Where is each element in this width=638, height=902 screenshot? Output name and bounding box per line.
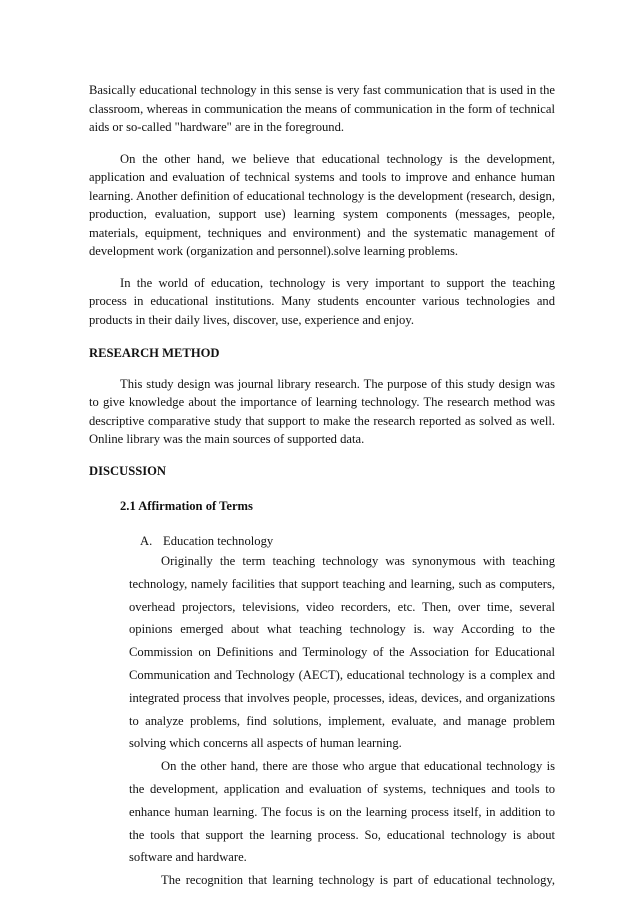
paragraph-originally: Originally the term teaching technology was synonymous with teaching technology, namely facilities that support teaching and learning, such as computers, overhead projectors, televisions, video recorders, etc. Then, over time, several opinions emerged about what teaching technology is. way According to the Commission on Definitions and Terminology of the Association for Educational Communication and Technology (AECT), educational technology is a complex and integrated process that involves people, processes, ideas, devices, and organizations to analyze problems, find solutions, implement, evaluate, and manage problem solving which concerns all aspects of human learning. [129, 554, 555, 751]
list-marker: A. [140, 533, 153, 548]
section-body-education-technology [129, 550, 555, 892]
heading-research-method: RESEARCH METHOD [89, 346, 220, 360]
list-item-label: Education technology [163, 533, 274, 548]
subheading-affirmation-of-terms: 2.1 Affirmation of Terms [120, 499, 253, 513]
list-item-education-technology [140, 532, 555, 551]
paragraph-research-method: This study design was journal library research. The purpose of this study design was to give knowledge about the importance of learning technology. The research method was descriptive comparative study that support to make the research reported as solved as well. Online library was the main sources of supported data. [89, 376, 555, 446]
paragraph-other-hand: On the other hand, we believe that educational technology is the development, application and evaluation of technical systems and tools to improve and enhance human learning. Another definition of educational technology is the development (research, design, production, evaluation, support use) learning system components (messages, people, materials, equipment, techniques and environment) and the systematic management of development work (organization and personnel).solve learning problems. [89, 151, 555, 258]
paragraph-recognition: The recognition that learning technology is part of educational technology, [161, 873, 555, 888]
heading-discussion: DISCUSSION [89, 463, 166, 478]
paragraph-other-hand-argue: On the other hand, there are those who argue that educational technology is the development, application and evaluation of systems, techniques and tools to enhance human learning. The focus is on the learning process itself, in addition to the tools that support the learning process. So, educational technology is about software and hardware. [129, 759, 555, 865]
paragraph-intro: Basically educational technology in this sense is very fast communication that is used in the classroom, whereas in communication the means of communication in the form of technical aids or so-called "hardware" are in the foreground. [89, 83, 555, 134]
paragraph-world-of-education: In the world of education, technology is very important to support the teaching process in educational institutions. Many students encounter various technologies and products in their daily lives, discover, use, experience and enjoy. [89, 275, 555, 327]
